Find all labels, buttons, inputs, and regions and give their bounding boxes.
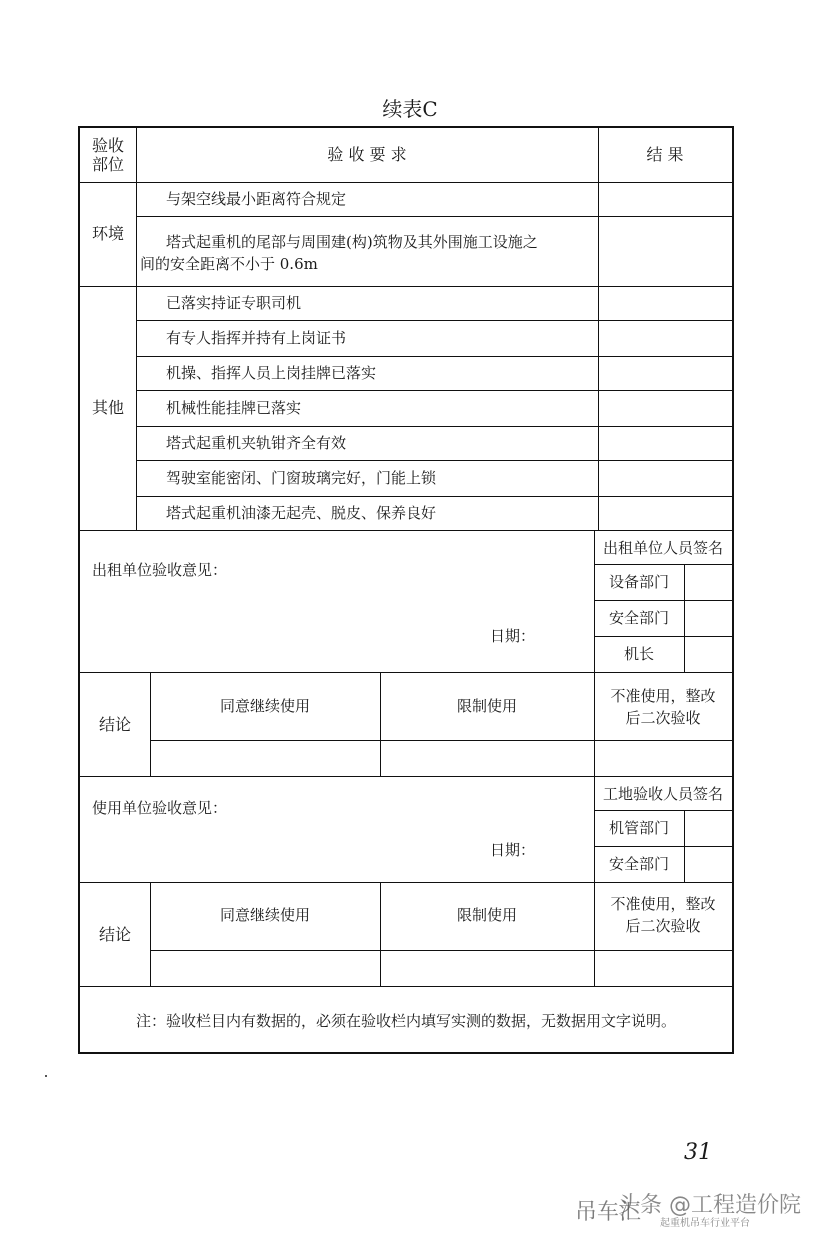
env-item: 间的安全距离不小于 0.6m: [140, 255, 318, 273]
grid-line: [150, 882, 151, 986]
header-requirement: 验 收 要 求: [327, 145, 407, 164]
user-dept-safety: 安全部门: [608, 855, 669, 873]
other-item: 塔式起重机油漆无起壳、脱皮、保养良好: [166, 504, 437, 522]
rental-dept-safety: 安全部门: [608, 609, 669, 627]
other-item: 已落实持证专职司机: [166, 294, 302, 312]
user-dept-machinery: 机管部门: [608, 819, 669, 837]
grid-line: [150, 740, 732, 741]
rental-dept-equipment: 设备部门: [608, 573, 669, 591]
grid-line: [80, 986, 732, 987]
rental-dept-operator: 机长: [623, 645, 654, 663]
other-label: 其他: [91, 398, 124, 417]
env-item: 塔式起重机的尾部与周围建(构)筑物及其外围施工设施之: [166, 233, 538, 251]
page-number: 31: [684, 1140, 712, 1165]
grid-line: [380, 672, 381, 776]
grid-line: [136, 390, 732, 391]
conclusion-option-reject: 后二次验收: [625, 709, 701, 727]
grid-line: [594, 846, 732, 847]
watermark-logo: 吊车汇: [575, 1200, 642, 1225]
grid-line: [594, 636, 732, 637]
grid-line: [598, 128, 599, 530]
env-item: 与架空线最小距离符合规定: [166, 190, 347, 208]
scan-speck: [45, 1075, 47, 1077]
other-item: 有专人指挥并持有上岗证书: [166, 329, 347, 347]
other-item: 驾驶室能密闭、门窗玻璃完好，门能上锁: [166, 469, 437, 487]
grid-line: [594, 600, 732, 601]
grid-line: [80, 882, 732, 883]
grid-line: [136, 426, 732, 427]
conclusion-option-continue: 同意继续使用: [219, 906, 310, 924]
conclusion-option-continue: 同意继续使用: [219, 697, 310, 715]
header-part: 验收部位: [91, 136, 124, 174]
grid-line: [150, 672, 151, 776]
acceptance-table: [78, 126, 734, 1054]
grid-line: [80, 182, 732, 183]
grid-line: [380, 882, 381, 986]
grid-line: [136, 460, 732, 461]
grid-line: [594, 810, 732, 811]
other-item: 机械性能挂牌已落实: [166, 399, 302, 417]
grid-line: [80, 776, 732, 777]
conclusion-option-limited: 限制使用: [456, 906, 517, 924]
grid-line: [136, 216, 732, 217]
rental-opinion-label: 出租单位验收意见：: [92, 561, 228, 579]
grid-line: [136, 128, 137, 530]
conclusion-label: 结论: [98, 925, 131, 944]
conclusion-label: 结论: [98, 715, 131, 734]
grid-line: [80, 286, 732, 287]
grid-line: [80, 530, 732, 531]
grid-line: [80, 672, 732, 673]
user-opinion-label: 使用单位验收意见：: [92, 799, 228, 817]
other-item: 机操、指挥人员上岗挂牌已落实: [166, 364, 377, 382]
grid-line: [594, 564, 732, 565]
grid-line: [136, 496, 732, 497]
rental-sign-title: 出租单位人员签名: [602, 539, 723, 557]
rental-date-label: 日期：: [490, 627, 536, 645]
user-sign-title: 工地验收人员签名: [602, 785, 723, 803]
grid-line: [136, 356, 732, 357]
watermark-text: 头条 @工程造价院: [618, 1193, 801, 1218]
conclusion-option-reject: 不准使用，整改: [610, 687, 716, 705]
header-result: 结 果: [646, 145, 684, 164]
table-note: 注：验收栏目内有数据的，必须在验收栏内填写实测的数据，无数据用文字说明。: [135, 1012, 676, 1030]
table-title: 续表C: [382, 97, 438, 121]
grid-line: [150, 950, 732, 951]
conclusion-option-reject: 后二次验收: [625, 917, 701, 935]
grid-line: [136, 320, 732, 321]
conclusion-option-reject: 不准使用，整改: [610, 895, 716, 913]
env-label: 环境: [91, 224, 124, 243]
other-item: 塔式起重机夹轨钳齐全有效: [166, 434, 347, 452]
user-date-label: 日期：: [490, 841, 536, 859]
grid-line: [684, 564, 685, 672]
watermark-subtext: 起重机吊车行业平台: [660, 1218, 750, 1229]
conclusion-option-limited: 限制使用: [456, 697, 517, 715]
